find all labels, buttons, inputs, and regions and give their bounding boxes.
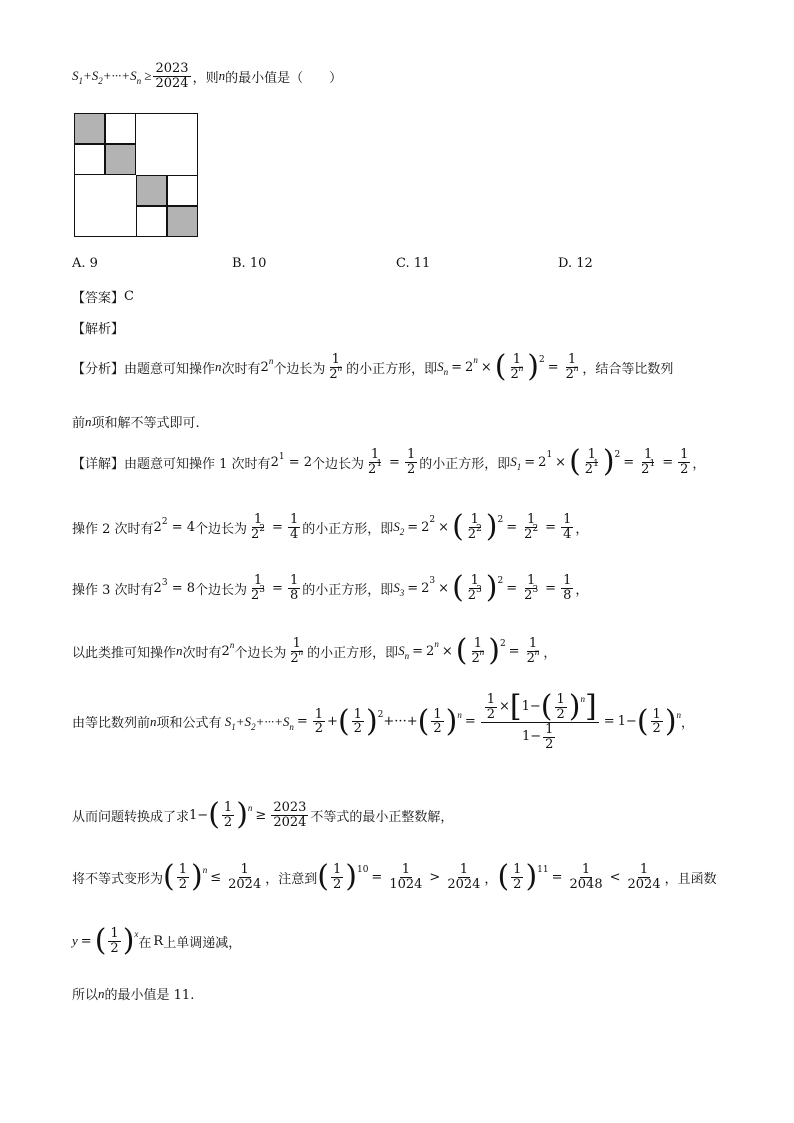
answer-value: C <box>124 289 134 304</box>
fenxi-line: 【分析】 由题意可知操作 n 次时有 2$^n$ 个边长为 $\frac{1}{2^n}$ 的小正方形，即 $S_n$ = 2 n × ( $\frac{1}{2^n}$ ) 2 = $\frac{1}{2^n}$ ，结合等比数列 <box>72 349 674 384</box>
square-figure <box>74 113 198 237</box>
text: 的小正方形，即 <box>302 521 394 537</box>
shaded-square <box>105 144 136 175</box>
detail-line-6: 从而问题转换成了求 1− ( $\frac{1}{2}$ ) n ≥ $\frac{2023}{2024}$ 不等式的最小正整数解， <box>72 797 454 832</box>
text: 由题意可知操作 1 次时有 <box>124 456 271 472</box>
text: ，注意到 <box>265 871 318 887</box>
text: 操作 3 次时有 <box>72 582 154 598</box>
detail-line-1: 【详解】 由题意可知操作 1 次时有 $2^1 = 2$ 个边长为 $\frac{1}{2^1}$ = $\frac{1}{2}$ 的小正方形，即 $S_1$ = 2 1 × ( $\frac{1}{2^1}$ ) 2 = $\frac{1}{2^1}$ = $\frac{1}{2}$ ， <box>72 444 706 479</box>
shaded-square <box>167 206 198 237</box>
analysis-line <box>72 318 124 337</box>
answer-line <box>72 287 134 306</box>
choice-a: A. 9 <box>72 256 98 271</box>
question-suffix: ，则 <box>192 70 219 86</box>
text: 从而问题转换成了求 <box>72 809 190 825</box>
text: 将不等式变形为 <box>72 871 164 887</box>
text: ，且函数 <box>664 871 717 887</box>
text: 的小正方形，即 <box>419 456 511 472</box>
choice-c: C. 11 <box>396 256 431 271</box>
text: 次时有 <box>221 361 261 377</box>
text: 由等比数列前 <box>72 716 151 732</box>
sum-fraction: $\frac{1}{2}$ × [ 1− ( $\frac{1}{2}$ ) n ] 1− $\frac{1}{2}$ <box>481 692 599 751</box>
text: 个边长为 <box>234 645 287 661</box>
answer-tag: 【答案】 <box>72 291 125 306</box>
detail-line-5: 由等比数列前 n 项和公式有 $S_1+S_2+\cdot\cdot\cdot+S_n$ = $\frac{1}{2}$ + ( $\frac{1}{2}$ ) 2 +···+ ( $\frac{1}{2}$ ) n = $\frac{1}{2}$ × [ 1− ( $\frac{1}{2}$ ) n ] 1− $\frac{1}{2}$ = 1− ( $\frac{1}{2}$ ) n ， <box>72 689 695 752</box>
analysis-tag: 【解析】 <box>72 322 125 337</box>
detail-line-8: y = ( $\frac{1}{2}$ ) x 在 R 上单调递减， <box>72 923 242 958</box>
detail-tag: 【详解】 <box>72 456 125 472</box>
fenxi-line-2: 前 n 项和解不等式即可. <box>72 413 200 431</box>
fenxi-tag: 【分析】 <box>72 361 125 377</box>
text: R <box>153 933 164 949</box>
text: 的小正方形，即 <box>302 582 394 598</box>
text: 所以 <box>72 988 99 1003</box>
text: 个边长为 <box>195 582 248 598</box>
text: 的最小值是 11. <box>104 988 195 1003</box>
shaded-square <box>136 175 167 206</box>
choice-b: B. 10 <box>232 256 267 271</box>
text: 不等式的最小正整数解， <box>310 809 454 825</box>
text: 的小正方形，即 <box>346 361 438 377</box>
text: 在 <box>138 935 152 951</box>
choice-d: D. 12 <box>558 256 593 271</box>
text: ，结合等比数列 <box>582 361 674 377</box>
text: 前 <box>72 416 86 431</box>
detail-line-9: 所以 n 的最小值是 11. <box>72 985 195 1003</box>
text: 以此类推可知操作 <box>72 645 177 661</box>
text: 上单调递减， <box>163 935 242 951</box>
text: 的小正方形，即 <box>307 645 399 661</box>
text: 个边长为 <box>195 521 248 537</box>
detail-line-7: 将不等式变形为 ( $\frac{1}{2}$ ) n ≤ $\frac{1}{2024}$ ，注意到 ( $\frac{1}{2}$ ) 10 = $\frac{1}{1024}$ > $\frac{1}{2024}$ ， ( $\frac{1}{2}$ ) 11 = $\frac{1}{2048}$ < $\frac{1}{2024}$ ，且函数 <box>72 859 717 894</box>
text: 个边长为 <box>312 456 365 472</box>
detail-line-4: 以此类推可知操作 n 次时有 2$^n$ 个边长为 $\frac{1}{2^n}$ 的小正方形，即 $S_n$ = 2 n × ( $\frac{1}{2^n}$ ) 2 = $\frac{1}{2^n}$ ， <box>72 633 557 668</box>
detail-line-2: 操作 2 次时有 $2^2 = 4$ 个边长为 $\frac{1}{2^2}$ = $\frac{1}{4}$ 的小正方形，即 $S_2$ = 2 2 × ( $\frac{1}{2^2}$ ) 2 = $\frac{1}{2^2}$ = $\frac{1}{4}$ ， <box>72 509 589 544</box>
question-line: $S_1+S_2+\cdot\cdot\cdot+S_n$ ≥ $\frac{2023}{2024}$ ，则 n 的最小值是（ ） <box>72 61 343 91</box>
text: 项和解不等式即可. <box>91 416 200 431</box>
text: 项和公式有 <box>156 716 222 732</box>
question-suffix2: 的最小值是（ ） <box>225 70 343 86</box>
fraction-2023-2024: $\frac{2023}{2024}$ <box>155 61 189 91</box>
text: 操作 2 次时有 <box>72 521 154 537</box>
shaded-square <box>74 113 105 144</box>
formula-sum: $S_1+S_2+\cdot\cdot\cdot+S_n$ ≥ <box>72 68 152 87</box>
text: 次时有 <box>182 645 222 661</box>
text: 由题意可知操作 <box>124 361 216 377</box>
text: 个边长为 <box>273 361 326 377</box>
detail-line-3: 操作 3 次时有 $2^3 = 8$ 个边长为 $\frac{1}{2^3}$ = $\frac{1}{8}$ 的小正方形，即 $S_3$ = 2 3 × ( $\frac{1}{2^3}$ ) 2 = $\frac{1}{2^3}$ = $\frac{1}{8}$ ， <box>72 570 589 605</box>
